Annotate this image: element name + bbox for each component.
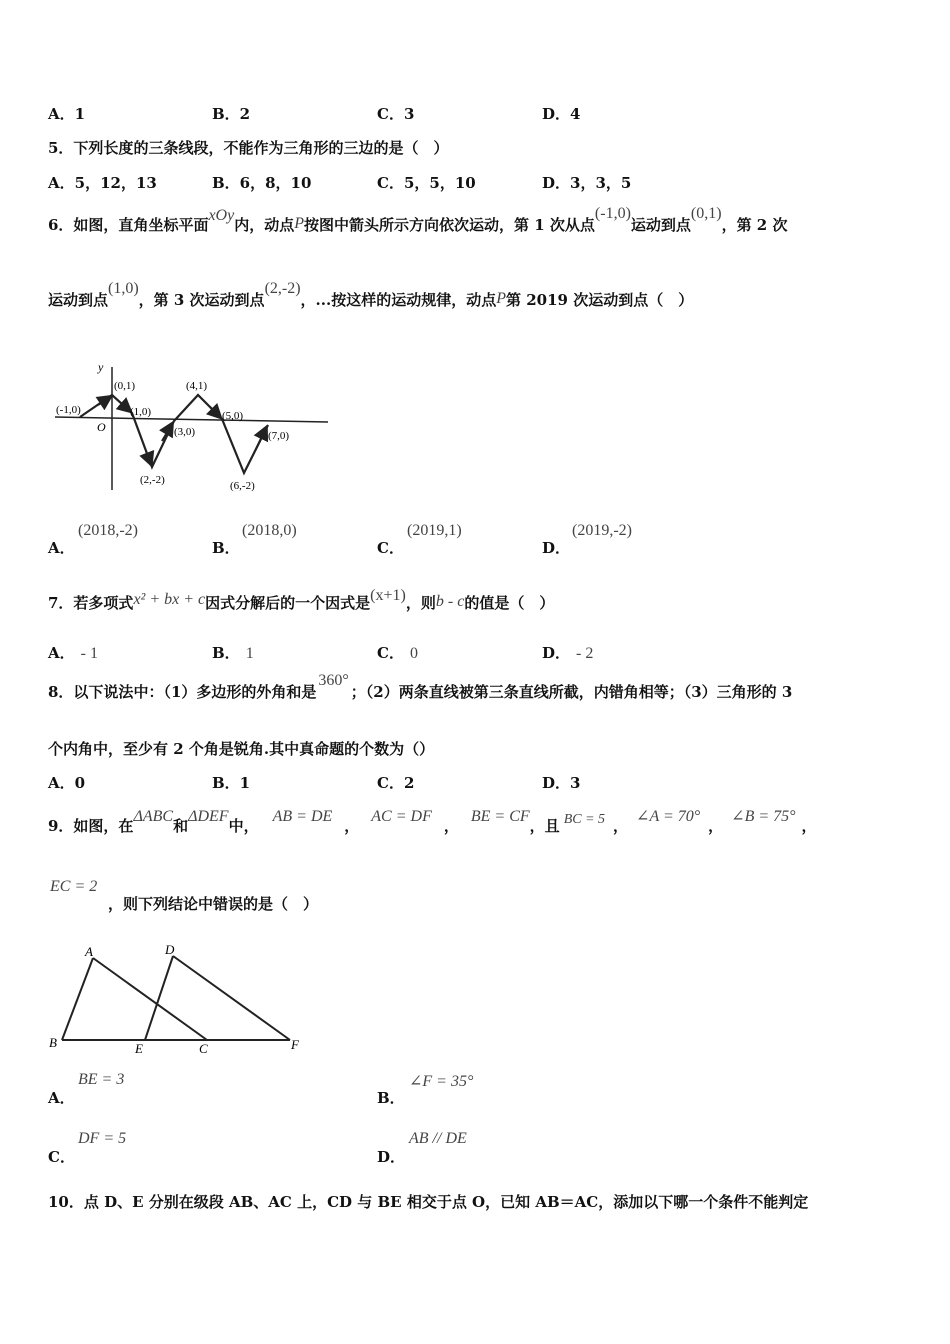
q6-option-c xyxy=(377,537,404,558)
q7-option-c-label: C． xyxy=(377,644,404,662)
q6-math-point-3: (2,-2) xyxy=(264,280,301,297)
arrow-1 xyxy=(98,397,110,405)
label-f: F xyxy=(291,1037,299,1052)
q9-figure xyxy=(45,940,310,1060)
point-label-6: (4,1) xyxy=(186,380,208,392)
q6-question-line2 xyxy=(48,280,693,321)
q9-math-triangle-abc: ΔABC xyxy=(133,808,174,825)
q6-math-point-1: (0,1) xyxy=(690,205,722,222)
q7-text-4: 的值是（ ） xyxy=(464,594,555,612)
q7-math-b-minus-c: b - c xyxy=(435,593,465,610)
q9-option-d: D． xyxy=(377,1148,406,1166)
x-axis xyxy=(55,417,328,422)
point-label-9: (7,0) xyxy=(268,430,290,442)
point-label-2: (0,1) xyxy=(114,380,136,392)
q8-option-c: C．2 xyxy=(377,774,415,792)
point-label-3: (1,0) xyxy=(130,406,152,418)
q8-question-line1 xyxy=(48,672,792,713)
label-e: E xyxy=(135,1041,143,1056)
label-d: D xyxy=(165,942,175,957)
q6-option-b-label: B． xyxy=(212,539,240,557)
q7-option-c xyxy=(377,642,418,663)
q9-comma-1: ， xyxy=(344,817,360,835)
q6-l2-text-2: ，第 3 次运动到点 xyxy=(138,291,265,309)
q8-question-line2: 个内角中，至少有 2 个角是锐角.其中真命题的个数为（） xyxy=(48,740,435,758)
q6-l2-text-4: 第 2019 次运动到点（ ） xyxy=(506,291,694,309)
q9-question-line1 xyxy=(48,806,817,848)
q6-option-d xyxy=(542,537,570,558)
q6-option-d-value: (2019,-2) xyxy=(572,522,632,539)
q7-question xyxy=(48,583,554,624)
q6-text-3: 按图中箭头所示方向依次运动，第 1 次从点 xyxy=(304,216,595,234)
q8-option-b: B．1 xyxy=(212,774,251,792)
point-label-5: (3,0) xyxy=(174,426,196,438)
q6-option-a-label: A． xyxy=(48,539,75,557)
q10-question: 10．点 D、E 分别在级段 AB、AC 上，CD 与 BE 相交于点 O，已知 AB＝AC，添加以下哪一个条件不能判定 xyxy=(48,1193,809,1211)
y-axis-label: y xyxy=(98,360,104,374)
arrow-4 xyxy=(162,424,172,441)
q6-figure xyxy=(50,355,340,500)
q6-option-b xyxy=(212,537,240,558)
q6-math-p: P xyxy=(294,215,305,232)
q5-option-d: D．3，3，5 xyxy=(542,174,632,192)
q7-math-factor: (x+1) xyxy=(370,587,406,604)
q9-math-angle-a: ∠A = 70° xyxy=(636,808,701,825)
label-b: B xyxy=(49,1035,57,1050)
q7-text-2: 因式分解后的一个因式是 xyxy=(205,594,371,612)
q9-option-a-value: BE = 3 xyxy=(78,1071,125,1088)
q5-option-c: C．5，5，10 xyxy=(377,174,476,192)
q9-comma-4: ， xyxy=(708,817,724,835)
point-label-8: (6,-2) xyxy=(230,480,255,492)
arrow-5 xyxy=(210,407,220,417)
q8-text-1: 8．以下说法中：（1）多边形的外角和是 xyxy=(48,683,317,701)
q9-option-c: C． xyxy=(48,1148,75,1166)
q9-option-c-value: DF = 5 xyxy=(78,1130,127,1147)
point-label-4: (2,-2) xyxy=(140,474,165,486)
point-label-7: (5,0) xyxy=(222,410,244,422)
q6-option-a-value: (2018,-2) xyxy=(78,522,138,539)
q5-option-a: A．5，12，13 xyxy=(48,174,157,192)
q8-math-360: 360° xyxy=(318,672,349,689)
q7-text-1: 7．若多项式 xyxy=(48,594,134,612)
q6-text-2: 内，动点 xyxy=(234,216,295,234)
q5-option-b: B．6，8，10 xyxy=(212,174,312,192)
q6-text-5: ，第 2 次 xyxy=(721,216,788,234)
arrow-3 xyxy=(146,451,151,464)
q6-math-p-2: P xyxy=(496,290,506,307)
q6-option-b-value: (2018,0) xyxy=(242,522,297,539)
q9-option-b: B． xyxy=(377,1089,405,1107)
q7-option-a-value: - 1 xyxy=(80,645,98,662)
q7-math-polynomial: x² + bx + c xyxy=(133,591,206,608)
q6-text-4: 运动到点 xyxy=(630,216,691,234)
label-c: C xyxy=(199,1041,208,1056)
q9-math-triangle-def: ΔDEF xyxy=(188,808,229,825)
q9-text-4: ，且 xyxy=(529,817,560,835)
q9-math-ec: EC = 2 xyxy=(50,878,98,895)
q8-option-a: A．0 xyxy=(48,774,86,792)
q8-option-d: D．3 xyxy=(542,774,581,792)
q9-text-3: 中， xyxy=(228,817,259,835)
q6-question-line1 xyxy=(48,205,787,246)
q9-comma-2: ， xyxy=(443,817,459,835)
q4-option-b: B．2 xyxy=(212,105,251,123)
q6-math-point-2: (1,0) xyxy=(108,280,139,297)
q6-text-1: 6．如图，直角坐标平面 xyxy=(48,216,209,234)
q9-text-1: 9．如图，在 xyxy=(48,817,134,835)
arrow-6 xyxy=(256,428,266,449)
q7-option-d-label: D． xyxy=(542,644,571,662)
q4-option-a: A．1 xyxy=(48,105,86,123)
line-ab xyxy=(62,958,93,1040)
q8-text-2: ；（2）两条直线被第三条直线所截，内错角相等；（3）三角形的 3 xyxy=(350,683,793,701)
q6-math-start-point: (-1,0) xyxy=(594,205,631,222)
q9-text-2: 和 xyxy=(173,817,189,835)
q4-option-c: C．3 xyxy=(377,105,415,123)
arrow-2 xyxy=(122,404,130,411)
origin-label: O xyxy=(97,420,106,434)
q9-comma-3: ， xyxy=(613,817,629,835)
q9-option-b-value: ∠F = 35° xyxy=(409,1073,474,1090)
q4-option-d: D．4 xyxy=(542,105,581,123)
q7-option-a-label: A． xyxy=(48,644,75,662)
q7-option-d xyxy=(542,642,593,663)
q6-math-xoy: xOy xyxy=(208,207,235,224)
q6-option-d-label: D． xyxy=(542,539,571,557)
q9-math-bc: BC = 5 xyxy=(563,812,606,827)
q6-l2-text-3: ，...按这样的运动规律，动点 xyxy=(300,291,497,309)
q7-option-a xyxy=(48,642,98,663)
q7-option-d-value: - 2 xyxy=(576,645,594,662)
q7-option-c-value: 0 xyxy=(409,645,418,662)
q7-option-b xyxy=(212,642,254,663)
q9-math-angle-b: ∠B = 75° xyxy=(731,808,796,825)
q9-math-ab-de: AB = DE xyxy=(272,808,333,825)
q5-question: 5．下列长度的三条线段，不能作为三角形的三边的是（ ） xyxy=(48,139,449,157)
q9-math-be-cf: BE = CF xyxy=(470,808,530,825)
q9-text-line2: ，则下列结论中错误的是（ ） xyxy=(108,895,319,913)
q7-text-3: ，则 xyxy=(405,594,436,612)
q9-option-d-value: AB // DE xyxy=(409,1130,467,1147)
label-a: A xyxy=(85,944,93,959)
q9-math-ac-df: AC = DF xyxy=(371,808,432,825)
q7-option-b-value: 1 xyxy=(245,645,254,662)
q9-option-a: A． xyxy=(48,1089,75,1107)
q6-option-c-label: C． xyxy=(377,539,404,557)
q6-option-c-value: (2019,1) xyxy=(407,522,462,539)
q6-option-a xyxy=(48,537,75,558)
q9-comma-5: ， xyxy=(801,817,817,835)
q7-option-b-label: B． xyxy=(212,644,240,662)
point-label-1: (-1,0) xyxy=(56,404,81,416)
q6-l2-text-1: 运动到点 xyxy=(48,291,109,309)
